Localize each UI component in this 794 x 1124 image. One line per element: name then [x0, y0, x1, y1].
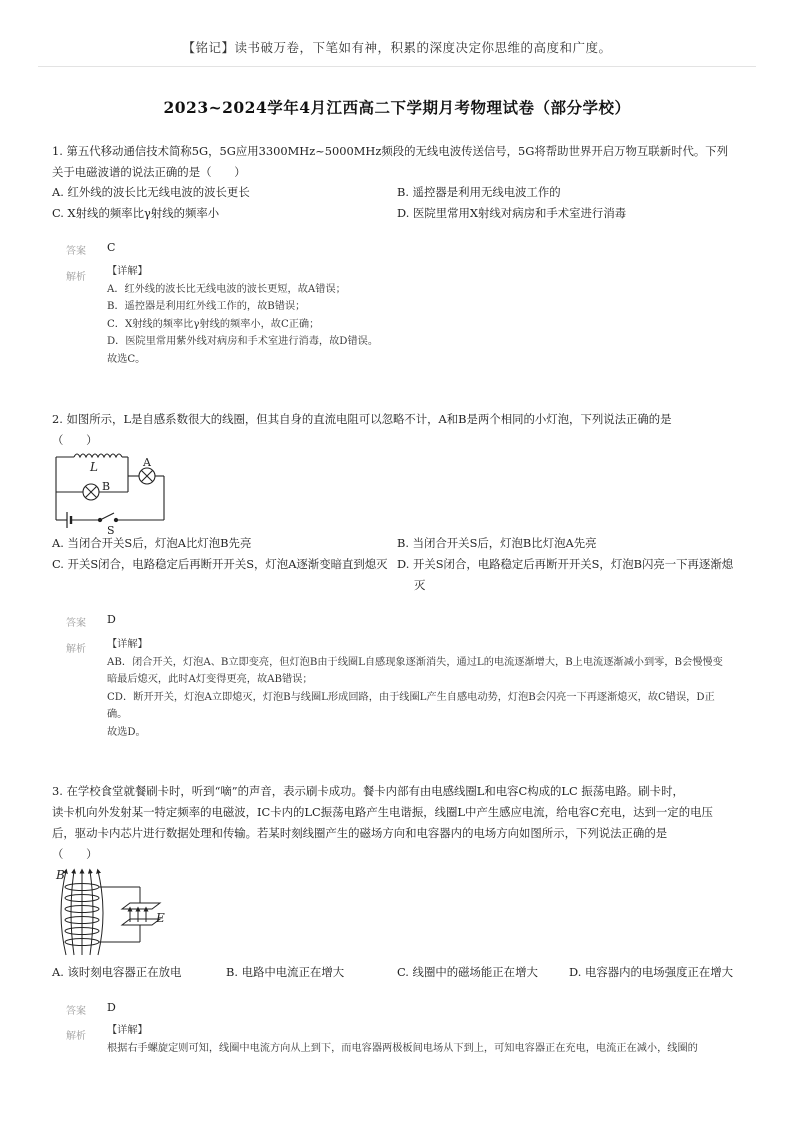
header-divider — [38, 66, 756, 67]
q1-stem-line2: 关于电磁波谱的说法正确的是（ ） — [52, 165, 246, 179]
q1-analysis-label: 解析 — [66, 272, 86, 283]
q2-detail-line: AB．闭合开关，灯泡A、B立即变亮，但灯泡B由于线圈L自感现象逐渐消失，通过L的电流逐渐增大，B上电流逐渐减小到零，B会慢慢变 — [107, 656, 723, 668]
q2-detail-line: CD．断开开关，灯泡A立即熄灭，灯泡B与线圈L形成回路，由于线圈L产生自感电动势，灯泡B会闪亮一下再逐渐熄灭，故C错误，D正 — [107, 691, 715, 703]
q2-detail-line: 暗最后熄灭，此时A灯变得更亮，故AB错误； — [107, 674, 313, 686]
q2-option-d: D. 开关S闭合，电路稳定后再断开开关S，灯泡B闪亮一下再逐渐熄 — [397, 557, 734, 571]
q2-analysis-label: 解析 — [66, 644, 86, 655]
q2-detail-line: 故选D。 — [107, 726, 146, 738]
capacitor-plate-icon — [122, 903, 160, 909]
coil-label: L — [90, 460, 98, 474]
q3-stem-line2: 读卡机向外发射某一特定频率的电磁波，IC卡内的LC振荡电路产生电谐振，线圈L中产生感应电流，给电容C充电，达到一定的电压 — [52, 805, 713, 819]
q1-detail-line: B．遥控器是利用红外线工作的，故B错误； — [107, 301, 306, 313]
e-field-label: E — [156, 911, 165, 925]
q2-stem-line1: 2. 如图所示，L是自感系数很大的线圈，但其自身的直流电阻可以忽略不计，A和B是两个相同的小灯泡，下列说法正确的是 — [52, 412, 672, 426]
q3-option-a: A. 该时刻电容器正在放电 — [52, 965, 182, 979]
q1-detail-line: C．X射线的频率比γ射线的频率小，故C正确； — [107, 318, 320, 330]
q3-detail-line: 【详解】 — [107, 1025, 148, 1036]
q3-detail-line: 根据右手螺旋定则可知，线圈中电流方向从上到下，而电容器两极板间电场从下到上，可知电容器正在充电，电流正在减小，线圈的 — [107, 1042, 698, 1054]
q3-lc-circuit-diagram — [52, 865, 172, 961]
q1-option-a: A. 红外线的波长比无线电波的波长更长 — [52, 185, 250, 199]
q1-detail-line: 【详解】 — [107, 266, 148, 277]
q2-option-b: B. 当闭合开关S后，灯泡B比灯泡A先亮 — [397, 536, 597, 550]
q1-option-c: C. X射线的频率比γ射线的频率小 — [52, 206, 220, 220]
switch-label: S — [107, 524, 115, 536]
q3-stem-line4: （ ） — [52, 847, 98, 861]
q1-stem-line1: 1. 第五代移动通信技术简称5G，5G应用3300MHz~5000MHz频段的无线电波传送信号，5G将帮助世界开启万物互联新时代。下列 — [52, 144, 729, 158]
q3-stem-line1: 3. 在学校食堂就餐刷卡时，听到“嘀”的声音，表示刷卡成功。餐卡内部有由电感线圈L和电容C构成的LC 振荡电路。刷卡时， — [52, 784, 684, 798]
q1-answer-label: 答案 — [66, 246, 86, 257]
q2-option-a: A. 当闭合开关S后，灯泡A比灯泡B先亮 — [52, 536, 252, 550]
q1-detail-line: D．医院里常用紫外线对病房和手术室进行消毒，故D错误。 — [107, 336, 379, 348]
q3-analysis-label: 解析 — [66, 1031, 86, 1042]
q2-detail-line: 确。 — [107, 709, 128, 721]
q2-option-d-continued: 灭 — [414, 578, 426, 592]
b-field-label: B — [56, 868, 65, 882]
q3-stem-line3: 后，驱动卡内芯片进行数据处理和传输。若某时刻线圈产生的磁场方向和电容器内的电场方向如图所示，下列说法正确的是 — [52, 826, 668, 840]
switch-icon — [100, 513, 114, 520]
q3-option-b: B. 电路中电流正在增大 — [226, 965, 345, 979]
q1-answer: C — [107, 241, 116, 254]
inductor-coil-icon — [74, 454, 122, 457]
q3-answer: D — [107, 1001, 116, 1014]
bulb-a-label: A — [143, 456, 151, 469]
q2-answer-label: 答案 — [66, 618, 86, 629]
q3-option-d: D. 电容器内的电场强度正在增大 — [569, 965, 734, 979]
q1-option-d: D. 医院里常用X射线对病房和手术室进行消毒 — [397, 206, 627, 220]
q3-analysis — [107, 1022, 727, 1057]
q1-analysis — [107, 263, 727, 369]
bulb-b-label: B — [102, 480, 111, 493]
q2-stem-line2: （ ） — [52, 433, 98, 447]
motto-banner: 【铭记】读书破万卷，下笔如有神，积累的深度决定你思维的高度和广度。 — [182, 40, 612, 55]
q1-option-b: B. 遥控器是利用无线电波工作的 — [397, 185, 561, 199]
q3-answer-label: 答案 — [66, 1006, 86, 1017]
q1-detail-line: A．红外线的波长比无线电波的波长更短，故A错误； — [107, 283, 346, 295]
q2-circuit-diagram — [50, 450, 170, 536]
q1-detail-line: 故选C。 — [107, 353, 146, 365]
q3-option-c: C. 线圈中的磁场能正在增大 — [397, 965, 538, 979]
q2-analysis — [107, 636, 727, 742]
q2-answer: D — [107, 613, 116, 626]
exam-title: 2023~2024学年4月江西高二下学期月考物理试卷（部分学校） — [163, 98, 631, 117]
q2-option-c: C. 开关S闭合，电路稳定后再断开开关S，灯泡A逐渐变暗直到熄灭 — [52, 557, 388, 571]
q2-detail-line: 【详解】 — [107, 639, 148, 650]
